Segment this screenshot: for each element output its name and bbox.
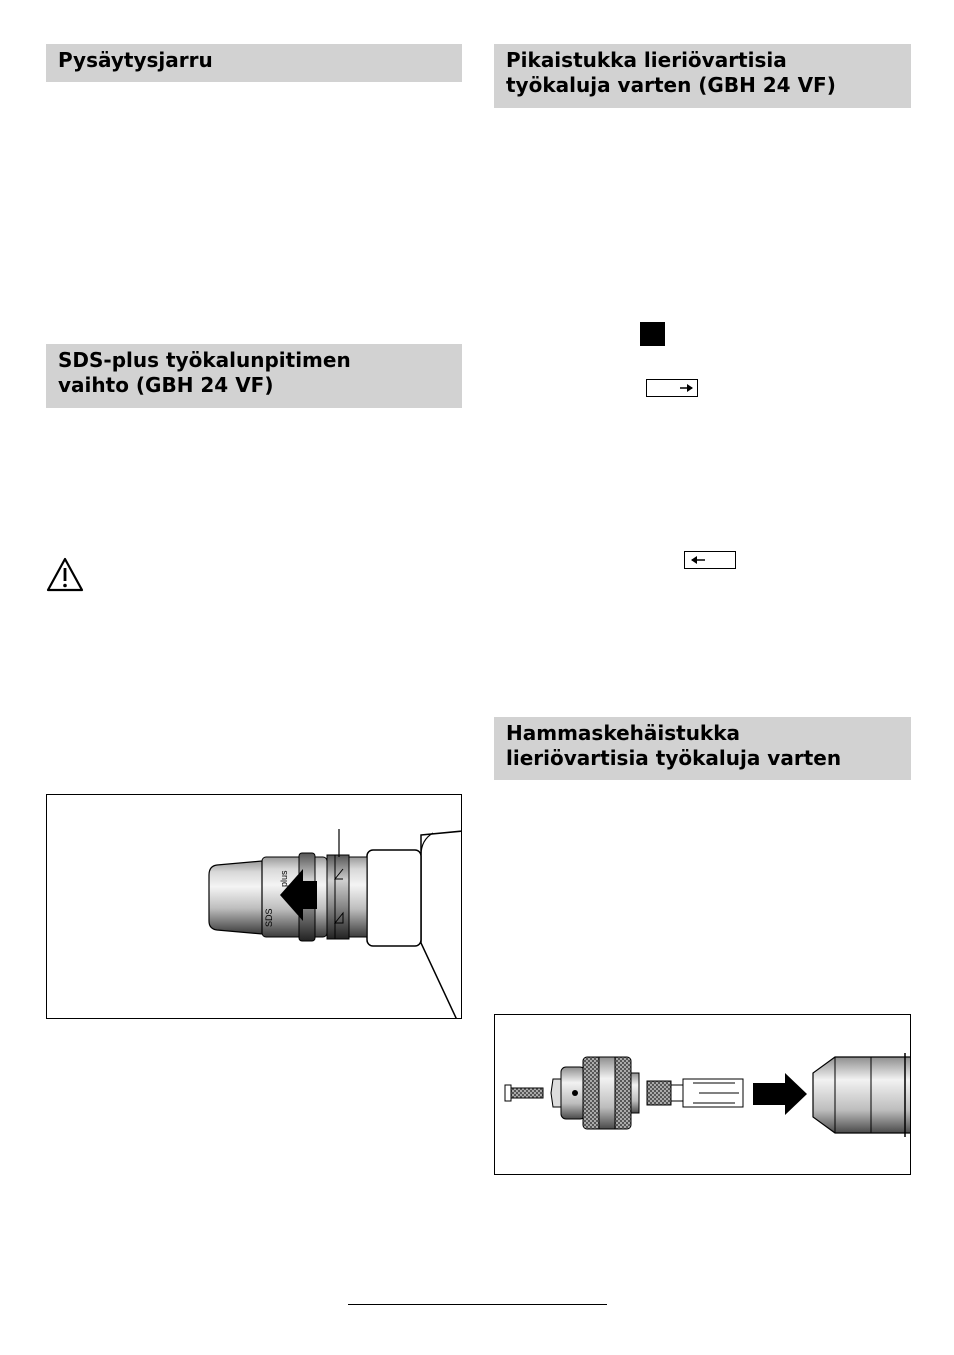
- sds-toolholder-drawing: [47, 795, 462, 1019]
- sleeve-label-plus: plus: [279, 870, 289, 887]
- footer-rule: [348, 1304, 607, 1305]
- heading-quick-chuck: [494, 44, 911, 108]
- heading-sds-change-line2: vaihto (GBH 24 VF): [58, 373, 274, 397]
- figure-sds-toolholder: [46, 794, 462, 1019]
- heading-stop-brake: [46, 44, 462, 82]
- heading-stop-brake-text: Pysäytysjarru: [58, 48, 213, 72]
- heading-sds-change: [46, 344, 462, 408]
- gear-chuck-drawing: [495, 1015, 911, 1175]
- black-square-icon: [640, 322, 665, 346]
- heading-sds-change-line1: SDS-plus työkalunpitimen: [58, 348, 351, 372]
- warning-triangle-icon: [46, 557, 84, 593]
- heading-gear-chuck-line2: lieriövartisia työkaluja varten: [506, 746, 842, 770]
- heading-quick-chuck-line2: työkaluja varten (GBH 24 VF): [506, 73, 836, 97]
- heading-gear-chuck: [494, 717, 911, 780]
- sleeve-label-sds: SDS: [264, 908, 274, 927]
- heading-gear-chuck-line1: Hammaskehäistukka: [506, 721, 741, 745]
- arrow-right-box-icon: [646, 379, 698, 397]
- figure-gear-chuck: [494, 1014, 911, 1175]
- heading-quick-chuck-line1: Pikaistukka lieriövartisia: [506, 48, 787, 72]
- arrow-left-box-icon: [684, 551, 736, 569]
